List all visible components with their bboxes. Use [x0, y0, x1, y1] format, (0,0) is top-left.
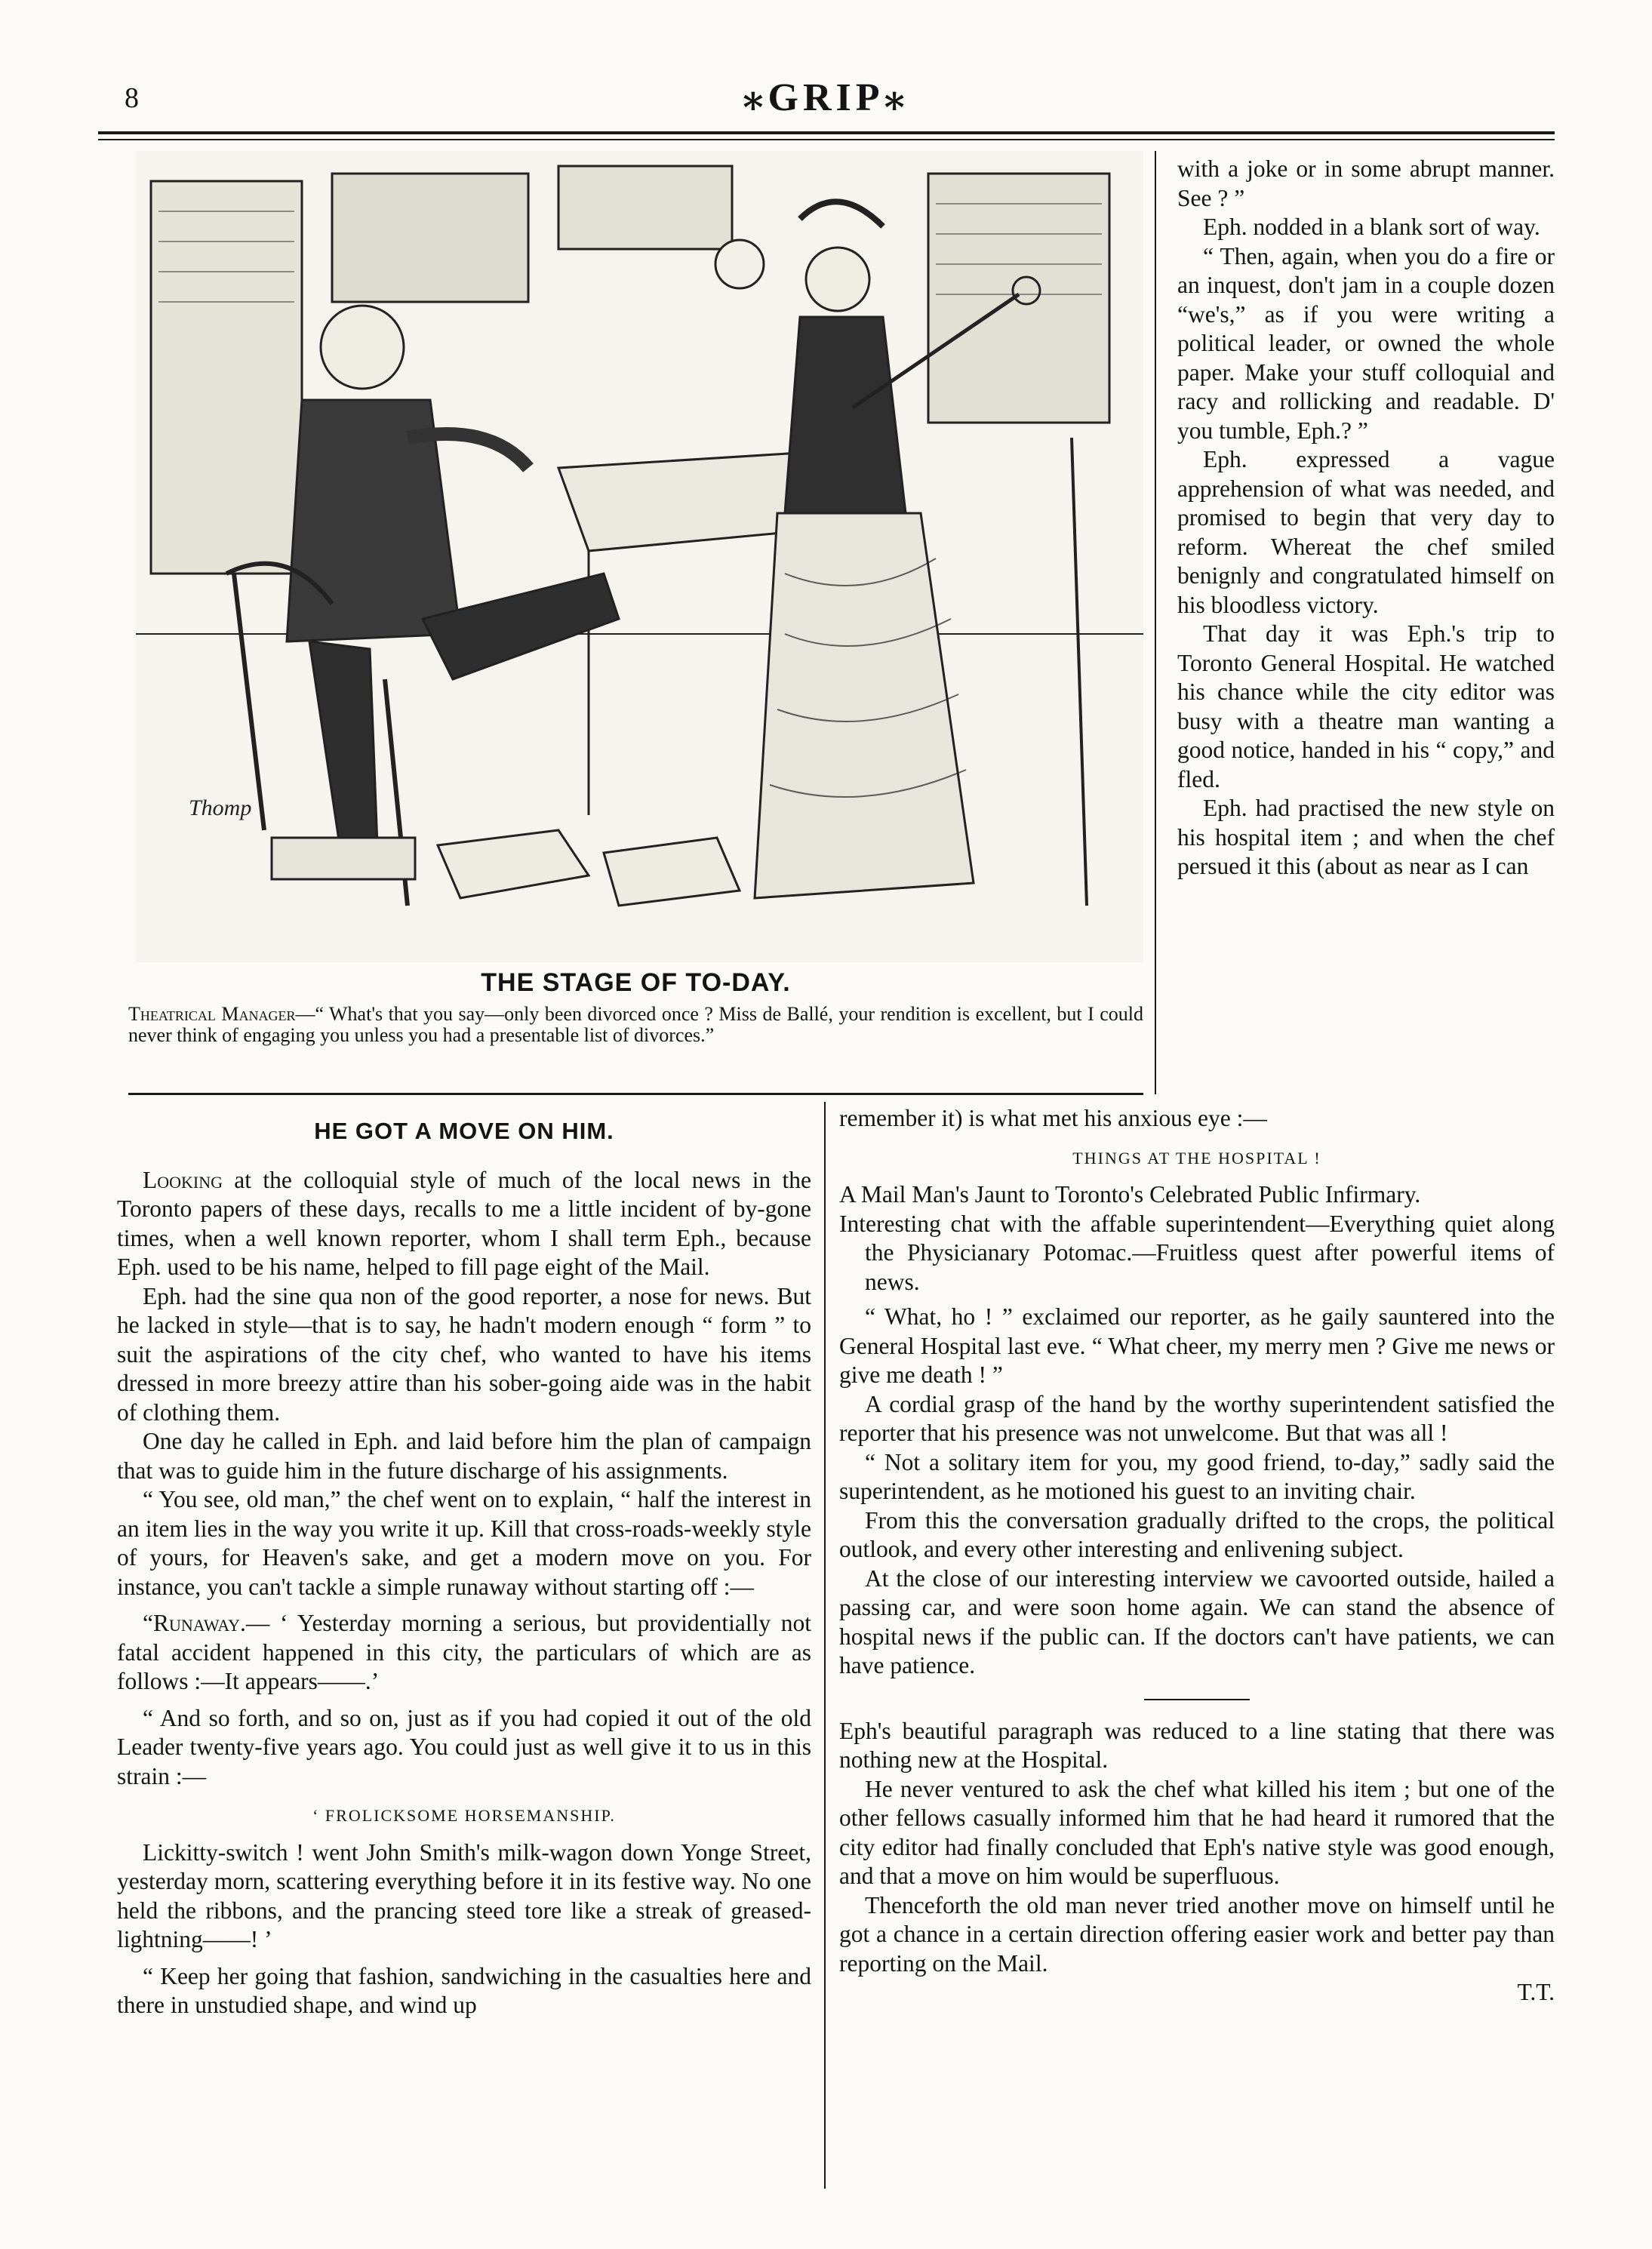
header-rule-top [98, 131, 1555, 134]
caption-speaker: Theatrical Manager [128, 1003, 296, 1025]
right-top-paragraph: with a joke or in some abrupt manner. See ? ” [1177, 155, 1555, 211]
right-top-paragraph: Eph. expressed a vague apprehension of what was needed, and promised to begin that very day to reform. Whereat the chef smiled benignly and congratulated himself on his bloodless victory. [1177, 446, 1555, 618]
article-paragraph: at the colloquial style of much of the local news in the Toronto papers of these days, recalls to me a little incident of by-gone times, when a well known reporter, whom I shall term Eph., because Eph. used to be his name, helped to fill page eight of the Mail. [117, 1166, 811, 1280]
section-heading-frolicksome: ‘ FROLICKSOME HORSEMANSHIP. [312, 1806, 616, 1825]
right-top-paragraph: That day it was Eph.'s trip to Toronto General Hospital. He watched his chance while the city editor was busy with a theatre man wanting a good notice, handed in his “ copy,” and fled. [1177, 620, 1555, 792]
subheading: Interesting chat with the affable superintendent—Everything quiet along the Physicianary Potomac.—Fruitless quest after powerful items of news. [839, 1210, 1555, 1295]
artist-signature: Thomp [189, 795, 252, 820]
illustration-title: THE STAGE OF TO-DAY. [481, 968, 791, 997]
column-divider [824, 1102, 826, 2189]
section-heading-hospital: THINGS AT THE HOSPITAL ! [1072, 1148, 1321, 1168]
caption-rule [128, 1093, 1143, 1095]
header-rule-bottom [98, 139, 1555, 140]
quote-lead: “Runaway.— [143, 1610, 270, 1636]
page-number: 8 [125, 82, 139, 114]
article-paragraph: From this the conversation gradually drifted to the crops, the political outlook, and every other interesting and enlivening subject. [839, 1506, 1555, 1562]
article-paragraph: Thenceforth the old man never tried another move on himself until he got a chance in a certain direction offering easier work and better pay than reporting on the Mail. [839, 1891, 1555, 1977]
right-top-paragraph: Eph. nodded in a blank sort of way. [1203, 214, 1540, 240]
article-paragraph: He never ventured to ask the chef what killed his item ; but one of the other fellows casually informed him that he had heard it rumored that the city editor had finally concluded that Eph's native style was good enough, and that a move on him would be superfluous. [839, 1775, 1555, 1889]
author-signature: T.T. [1517, 1979, 1555, 2005]
subheading: A Mail Man's Jaunt to Toronto's Celebrated Public Infirmary. [839, 1181, 1421, 1208]
article-paragraph: Eph. had the sine qua non of the good reporter, a nose for news. But he lacked in style—that is to say, he hadn't modern enough “ form ” to suit the aspirations of the city chef, who wanted to have his items dressed in more breezy attire than his sober-going aide was in the habit of clothing them. [117, 1282, 811, 1426]
left-column [117, 1102, 811, 2020]
right-top-column [1177, 155, 1555, 881]
cartoon-illustration [136, 151, 1143, 962]
article-paragraph: “ And so forth, and so on, just as if you had copied it out of the old Leader twenty-five years ago. You could just as well give it to us in this strain :— [117, 1704, 811, 1789]
short-rule [1144, 1699, 1250, 1700]
caption-text: —“ What's that you say—only been divorced once ? Miss de Ballé, your rendition is excellent, but I could never think of engaging you unless you had a presentable list of divorces.” [128, 1003, 1143, 1046]
quote-paragraph: ‘ Yesterday morning a serious, but providentially not fatal accident happened in this city, the particulars of which are as follows :—It appears——.’ [117, 1610, 811, 1694]
illustration-divider [1155, 151, 1156, 1094]
continued-line: remember it) is what met his anxious eye :— [839, 1105, 1267, 1131]
article-heading: HE GOT A MOVE ON HIM. [314, 1118, 614, 1144]
article-paragraph: “ Keep her going that fashion, sandwiching in the casualties here and there in unstudied shape, and wind up [117, 1962, 811, 2018]
article-paragraph: “ You see, old man,” the chef went on to explain, “ half the interest in an item lies in the way you write it up. Kill that cross-roads-weekly style of yours, for Heaven's sake, and get a modern move on you. For instance, you can't tackle a simple runaway without starting off :— [117, 1486, 811, 1600]
article-paragraph: Lickitty-switch ! went John Smith's milk-wagon down Yonge Street, yesterday morn, scattering everything before it in its festive way. No one held the ribbons, and the prancing steed tore like a streak of greased-lightning——! ’ [117, 1838, 811, 1952]
drop-lead: Looking [143, 1166, 223, 1193]
right-column [839, 1104, 1555, 2007]
masthead-title: ⁎GRIP⁎ [743, 76, 909, 119]
article-paragraph: “ Not a solitary item for you, my good friend, to-day,” sadly said the superintendent, as he motioned his guest to an inviting chair. [839, 1448, 1555, 1504]
illustration-caption [128, 1004, 1143, 1046]
right-top-paragraph: Eph. had practised the new style on his hospital item ; and when the chef persued it this (about as near as I can [1177, 795, 1555, 879]
article-paragraph: A cordial grasp of the hand by the worthy superintendent satisfied the reporter that his presence was not unwelcome. But that was all ! [839, 1390, 1555, 1446]
article-paragraph: “ What, ho ! ” exclaimed our reporter, as he gaily sauntered into the General Hospital last eve. “ What cheer, my merry men ? Give me news or give me death ! ” [839, 1303, 1555, 1388]
article-paragraph: Eph's beautiful paragraph was reduced to a line stating that there was nothing new at the Hospital. [839, 1717, 1555, 1773]
article-paragraph: One day he called in Eph. and laid before him the plan of campaign that was to guide him in the future discharge of his assignments. [117, 1428, 811, 1484]
right-top-paragraph: “ Then, again, when you do a fire or an inquest, don't jam in a couple dozen “we's,” as if you were writing a political leader, or owned the whole paper. Make your stuff colloquial and racy and rollicking and readable. D' you tumble, Eph.? ” [1177, 242, 1555, 444]
article-paragraph: At the close of our interesting interview we cavoorted outside, hailed a passing car, and were soon home again. We can stand the absence of hospital news if the public can. If the doctors can't have patients, we can have patience. [839, 1564, 1555, 1678]
